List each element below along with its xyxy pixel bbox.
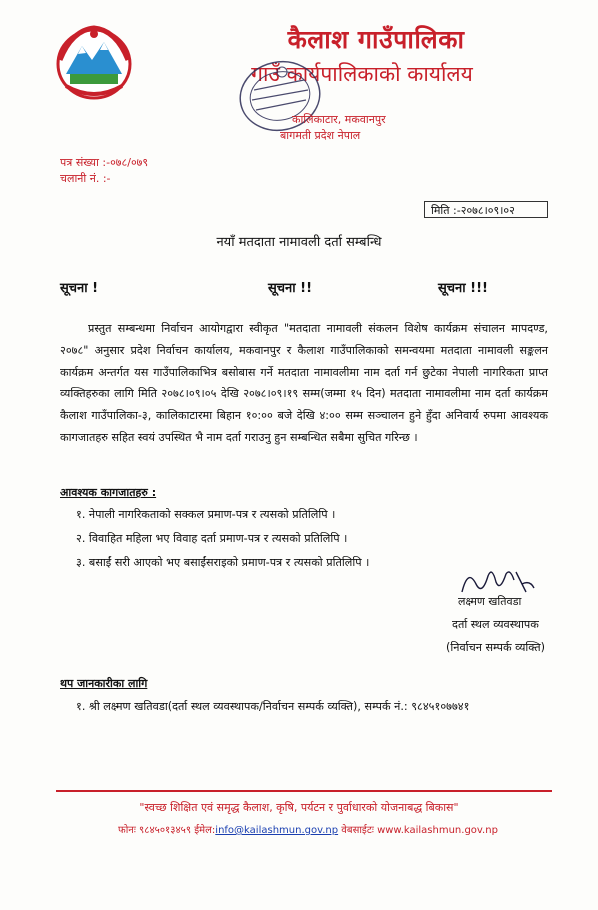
municipality-title: कैलाश गाउँपालिका (287, 25, 465, 54)
footer-website-link[interactable]: www.kailashmun.gov.np (377, 825, 498, 836)
letter-number: पत्र संख्या :-०७८/०७९ (60, 156, 149, 169)
notice-heading-2: सूचना !! (268, 281, 313, 296)
more-info-heading: थप जानकारीका लागि (60, 677, 148, 690)
signatory-title: दर्ता स्थल व्यवस्थापक (452, 618, 539, 631)
footer-website-label: वेबसाईटः (341, 825, 374, 836)
signatory-role: (निर्वाचन सम्पर्क व्यक्ति) (446, 641, 546, 654)
notice-heading-1: सूचना ! (60, 281, 99, 296)
document-item: ३. बसाईं सरी आएको भए बसाईंसराइको प्रमाण-पत्र र त्यसको प्रतिलिपि । (76, 556, 370, 569)
emblem-logo (52, 20, 136, 102)
dispatch-number: चलानी नं. :- (60, 172, 111, 185)
documents-heading: आवश्यक कागजातहरु : (60, 486, 157, 499)
office-subtitle: गाउँ कार्यपालिकाको कार्यालय (251, 62, 473, 86)
address-line-1: कालिकाटार, मकवानपुर (292, 113, 386, 126)
footer-contact (118, 822, 498, 836)
document-item: २. विवाहित महिला भए विवाह दर्ता प्रमाण-पत्र र त्यसको प्रतिलिपि । (76, 532, 348, 545)
footer-phone: फोनः ९८४५०१३४५९ (118, 825, 192, 836)
footer-divider (56, 790, 552, 792)
date-field: मिति :-२०७८।०९।०२ (424, 201, 548, 218)
more-info-item: १. श्री लक्ष्मण खतिवडा(दर्ता स्थल व्यवस्थापक/निर्वाचन सम्पर्क व्यक्ति), सम्पर्क नं.: ९८४५१०७७४१ (76, 700, 470, 713)
notice-heading-3: सूचना !!! (438, 281, 488, 296)
subject-line: नयाँ मतदाता नामावली दर्ता सम्बन्धि (216, 235, 382, 250)
footer-motto: "स्वच्छ शिक्षित एवं समृद्ध कैलाश, कृषि, पर्यटन र पुर्वाधारको योजनाबद्ध बिकास" (139, 801, 459, 814)
footer-email-link[interactable]: info@kailashmun.gov.np (215, 825, 339, 836)
footer-email-label: ईमेल: (194, 825, 216, 836)
notice-body: प्रस्तुत सम्बन्धमा निर्वाचन आयोगद्वारा स्वीकृत "मतदाता नामावली संकलन विशेष कार्यक्रम संचालन मापदण्ड, २०७८" अनुसार प्रदेश निर्वाचन कार्यालय, मकवानपुर र कैलाश गाउँपालिकाको समन्वयमा मतदाता नामावली सङ्कलन कार्यक्रम अन्तर्गत यस गाउँपालिकाभित्र बसोबास गर्ने मतदाता नामावलीमा नाम दर्ता गर्न छुटेका नेपाली नागरिकता प्राप्त व्यक्तिहरुका लागि मिति २०७८।०९।०५ देखि २०७८।०९।१९ सम्म(जम्मा १५ दिन) मतदाता नामावलीमा नाम दर्ता कार्यक्रम कैलाश गाउँपालिका-३, कालिकाटारमा बिहान १०:०० बजे देखि ४:०० सम्म सञ्चालन हुने हुँदा अनिवार्य रुपमा आवश्यक कागजातहरु सहित स्वयं उपस्थित भै नाम दर्ता गराउनु हुन सम्बन्धित सबैमा सुचित गरिन्छ । (60, 322, 548, 444)
signatory-name: लक्ष्मण खतिवडा (458, 595, 522, 608)
address-line-2: बागमती प्रदेश नेपाल (280, 129, 361, 142)
document-item: १. नेपाली नागरिकताको सक्कल प्रमाण-पत्र र त्यसको प्रतिलिपि । (76, 508, 336, 521)
